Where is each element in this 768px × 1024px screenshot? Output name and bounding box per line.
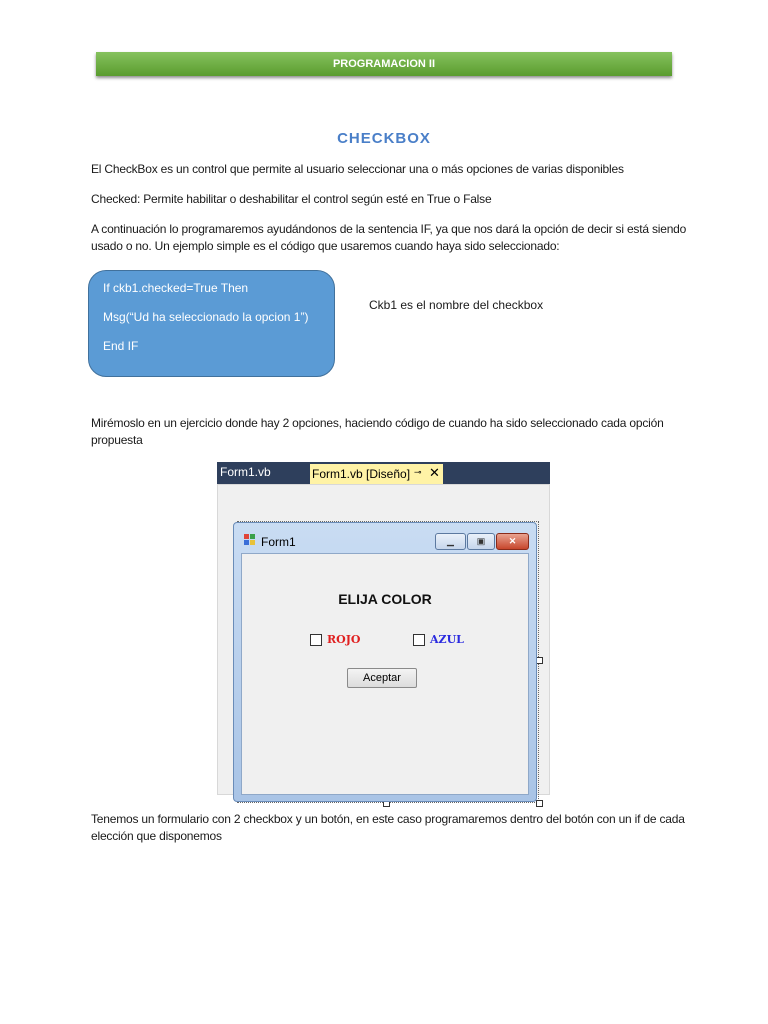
accept-button[interactable]: Aceptar [347, 668, 417, 688]
paragraph-if-intro: A continuación lo programaremos ayudándonos de la sentencia IF, ya que nos dará la opción de decir si está siendo usado o no. Un ejemplo simple es el código que usaremos cuando haya sido seleccionado: [91, 222, 687, 253]
form-heading: ELIJA COLOR [338, 591, 432, 607]
pin-icon[interactable]: ⊸ [414, 467, 422, 477]
checkbox-rojo-label[interactable]: ROJO [327, 633, 361, 646]
paragraph-checked: Checked: Permite habilitar o deshabilitar el control según esté en True o False [91, 192, 492, 206]
code-line-3: End IF [103, 339, 139, 353]
form-title: Form1 [261, 535, 296, 549]
tab-form1-vb[interactable]: Form1.vb [220, 465, 271, 479]
header-title: PROGRAMACION II [332, 58, 436, 70]
form-icon [244, 534, 256, 545]
minimize-icon[interactable]: ▁ [435, 533, 466, 550]
form-window[interactable] [233, 522, 537, 802]
paragraph-intro: El CheckBox es un control que permite al usuario seleccionar una o más opciones de varias disponibles [91, 162, 624, 176]
paragraph-exercise: Mirémoslo en un ejercicio donde hay 2 opciones, haciendo código de cuando ha sido seleccionado cada opción propuesta [91, 416, 664, 447]
code-box [88, 270, 335, 377]
close-window-icon[interactable]: ✕ [496, 533, 529, 550]
tab-form1-design-label: Form1.vb [Diseño] [312, 467, 411, 481]
form-client-area [241, 553, 529, 795]
resize-handle-corner[interactable] [536, 800, 543, 807]
checkbox-azul-label[interactable]: AZUL [430, 633, 464, 646]
code-note: Ckb1 es el nombre del checkbox [369, 298, 544, 312]
code-line-1: If ckb1.checked=True Then [103, 281, 249, 295]
ide-tab-bar [217, 462, 550, 484]
close-icon[interactable]: ✕ [429, 465, 440, 480]
resize-handle-right[interactable] [536, 657, 543, 664]
code-line-2: Msg(“Ud ha seleccionado la opcion 1”) [103, 310, 309, 324]
checkbox-rojo[interactable] [310, 634, 322, 646]
tab-form1-design[interactable] [310, 464, 443, 484]
section-title: CHECKBOX [337, 130, 431, 147]
maximize-icon[interactable]: ▣ [467, 533, 495, 550]
checkbox-azul[interactable] [413, 634, 425, 646]
ide-screenshot [217, 462, 550, 795]
paragraph-summary: Tenemos un formulario con 2 checkbox y un botón, en este caso programaremos dentro del botón con un if de cada elección que disponemos [91, 812, 685, 843]
designer-canvas [217, 484, 550, 795]
header-bar [96, 52, 672, 76]
